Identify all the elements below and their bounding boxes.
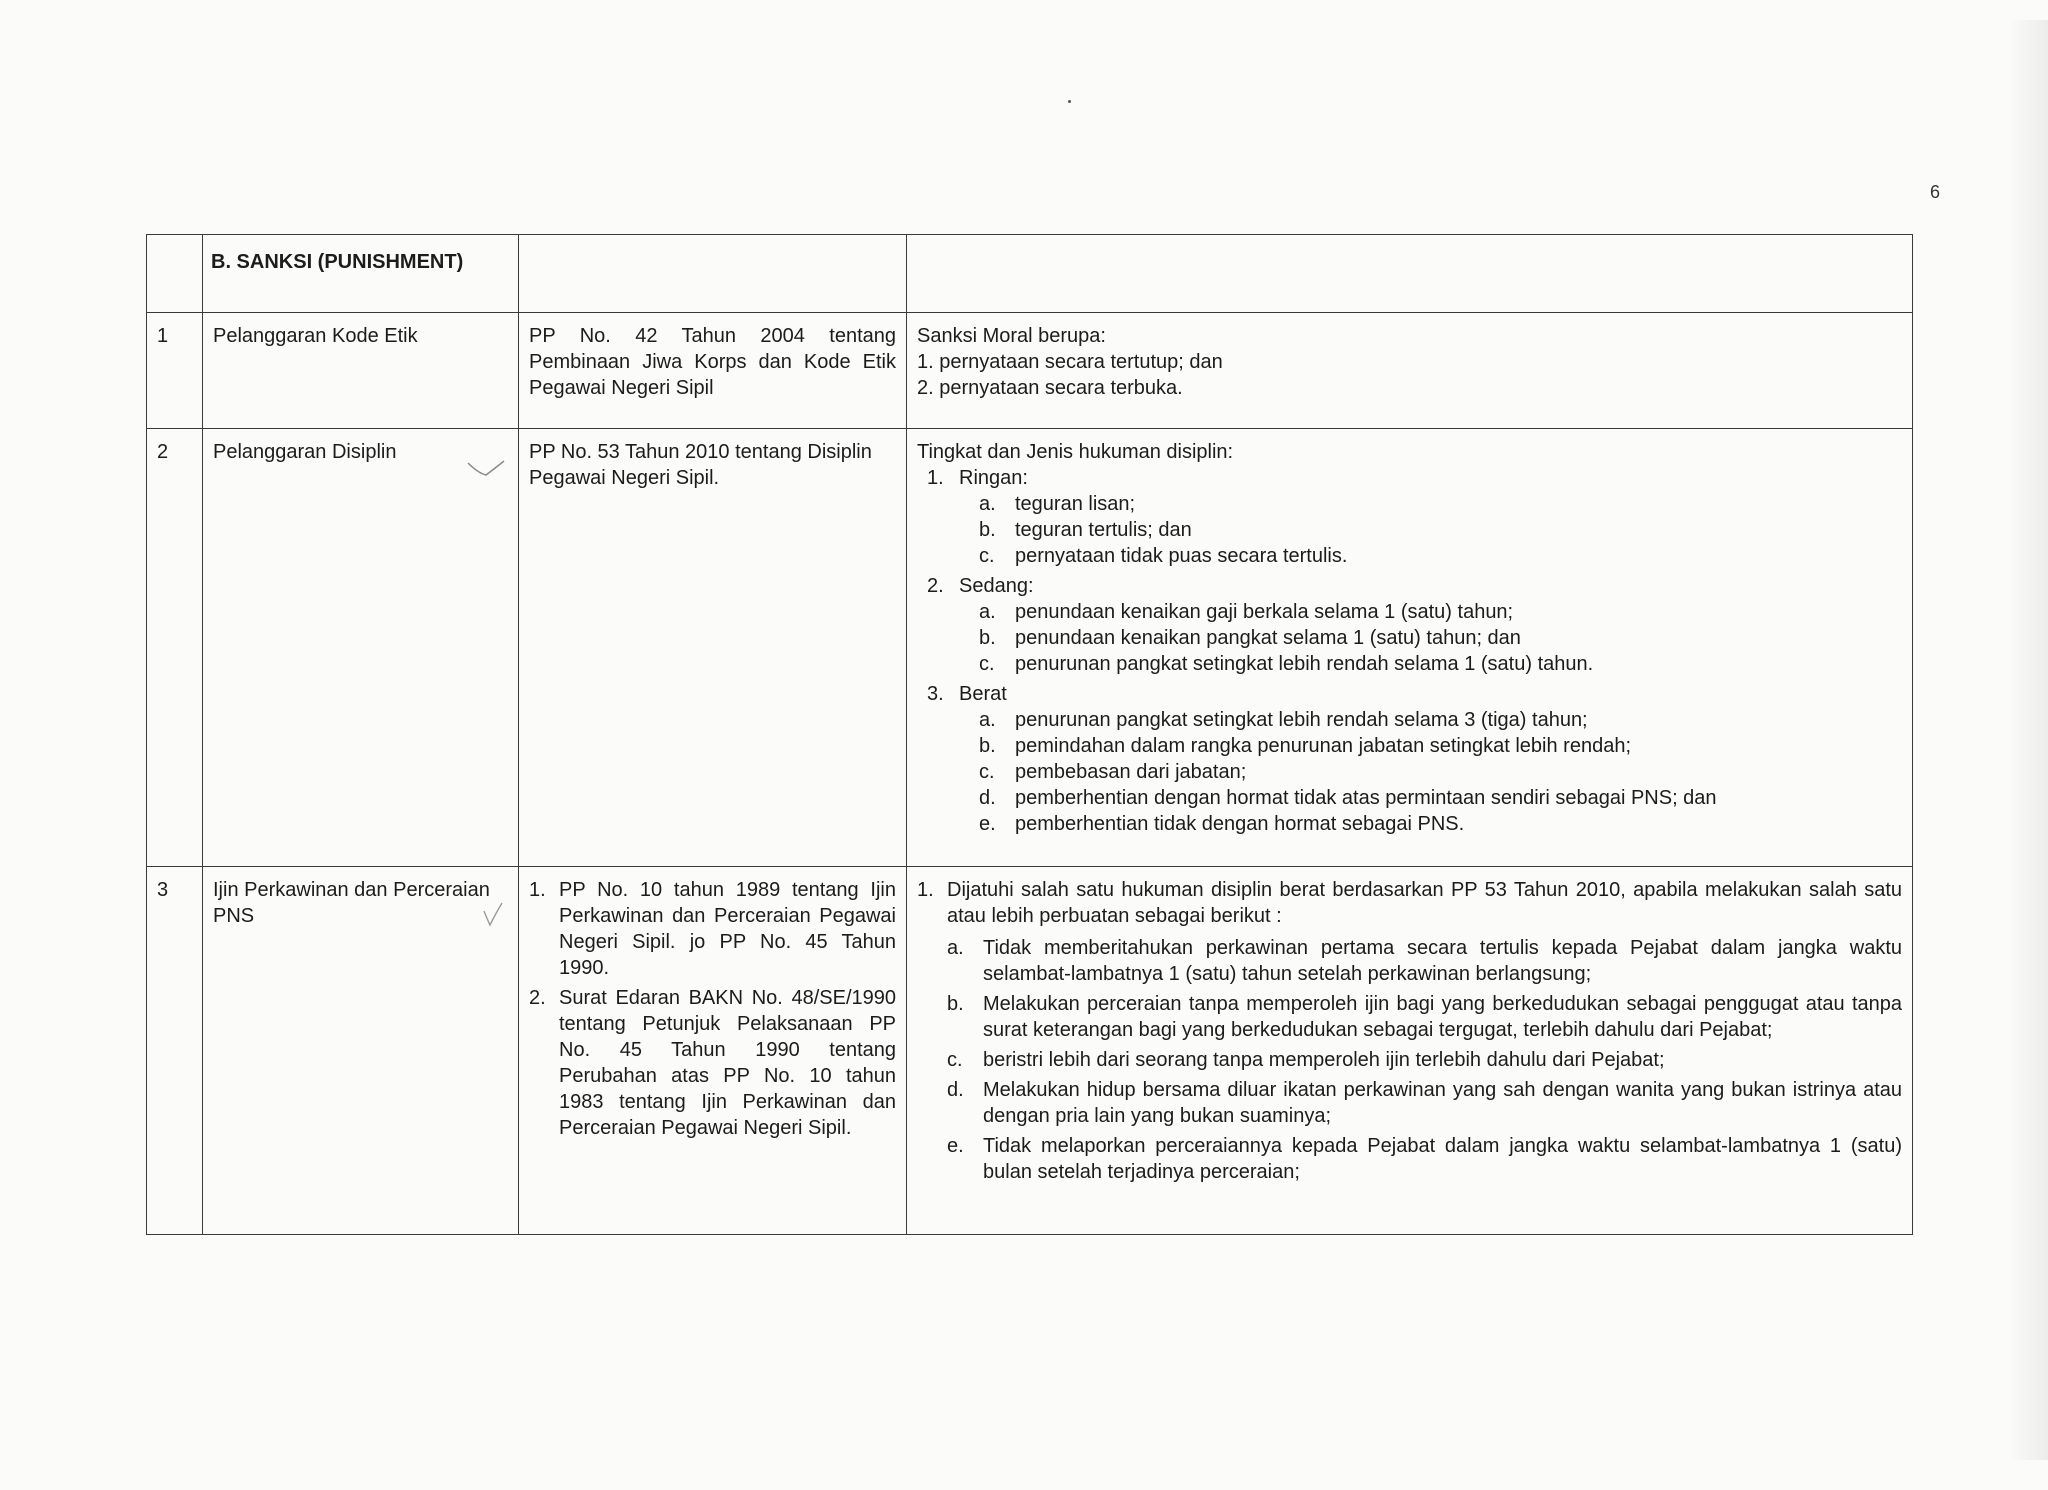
sanctions-table	[146, 234, 1913, 1235]
item-text: penundaan kenaikan pangkat selama 1 (satu) tahun; dan	[1015, 627, 1521, 649]
item-marker: 1.	[917, 351, 934, 373]
row-sanction	[907, 867, 1913, 1235]
list-item	[979, 759, 1902, 785]
item-marker: d.	[979, 787, 996, 809]
item-text: Melakukan hidup bersama diluar ikatan perkawinan yang sah dengan wanita yang bukan istrinya atau dengan pria lain yang bukan suaminya;	[983, 1079, 1902, 1127]
list-item	[979, 707, 1902, 733]
header-basis-cell	[519, 235, 907, 313]
row-sanction	[907, 429, 1913, 867]
section-title: B. SANKSI (PUNISHMENT)	[203, 235, 519, 313]
item-marker: c.	[979, 545, 995, 567]
scan-dot	[1068, 100, 1071, 103]
level-label: Sedang:	[959, 575, 1034, 597]
pencil-check-icon	[482, 901, 504, 927]
item-text: PP No. 10 tahun 1989 tentang Ijin Perkawinan dan Perceraian Pegawai Negeri Sipil. jo PP No. 45 Tahun 1990.	[559, 879, 896, 979]
header-no-cell	[147, 235, 203, 313]
item-marker: 2.	[917, 377, 934, 399]
list-item	[947, 991, 1902, 1043]
section-header-row	[147, 235, 1913, 313]
row-number: 2	[147, 429, 203, 867]
item-marker: a.	[979, 601, 996, 623]
list-item	[947, 1133, 1902, 1185]
item-text: teguran tertulis; dan	[1015, 519, 1192, 541]
basis-list	[529, 877, 896, 1141]
item-text: Melakukan perceraian tanpa memperoleh ijin bagi yang berkedudukan sebagai penggugat atau tanpa surat keterangan bagi yang berkedudukan sebagai tergugat, terlebih dahulu dari Pejabat;	[983, 993, 1902, 1041]
item-text: pernyataan secara tertutup; dan	[939, 351, 1223, 373]
sanction-intro: Sanksi Moral berupa:	[917, 325, 1106, 347]
list-item	[947, 1077, 1902, 1129]
sanction-item	[917, 349, 1902, 375]
row-number: 3	[147, 867, 203, 1235]
item-marker: a.	[947, 937, 964, 959]
list-item	[979, 733, 1902, 759]
list-item	[979, 651, 1902, 677]
item-marker: b.	[979, 519, 996, 541]
discipline-levels	[917, 465, 1902, 837]
item-text: Tidak memberitahukan perkawinan pertama secara tertulis kepada Pejabat dalam jangka waktu selambat-lambatnya 1 (satu) tahun setelah perkawinan berlangsung;	[983, 937, 1902, 985]
item-marker: 2.	[529, 987, 546, 1009]
level-label: Berat	[959, 683, 1007, 705]
item-text: pernyataan secara terbuka.	[939, 377, 1183, 399]
row-basis: PP No. 53 Tahun 2010 tentang Disiplin Pegawai Negeri Sipil.	[519, 429, 907, 867]
item-marker: b.	[947, 993, 964, 1015]
item-text: penurunan pangkat setingkat lebih rendah selama 1 (satu) tahun.	[1015, 653, 1594, 675]
item-marker: d.	[947, 1079, 964, 1101]
list-item	[947, 1047, 1902, 1073]
level-marker: 2.	[927, 575, 944, 597]
list-item	[529, 877, 896, 981]
item-text: penundaan kenaikan gaji berkala selama 1 (satu) tahun;	[1015, 601, 1514, 623]
item-text: beristri lebih dari seorang tanpa memperoleh ijin terlebih dahulu dari Pejabat;	[983, 1049, 1665, 1071]
item-text: penurunan pangkat setingkat lebih rendah selama 3 (tiga) tahun;	[1015, 709, 1588, 731]
list-item	[979, 517, 1902, 543]
level-light	[927, 465, 1902, 569]
row-category: Pelanggaran Kode Etik	[203, 313, 519, 429]
list-item	[529, 985, 896, 1141]
level-medium	[927, 573, 1902, 677]
item-marker: a.	[979, 709, 996, 731]
list-item	[979, 811, 1902, 837]
list-item	[979, 543, 1902, 569]
header-sanction-cell	[907, 235, 1913, 313]
scan-edge-shadow	[2008, 20, 2048, 1460]
item-marker: c.	[979, 653, 995, 675]
item-marker: 1.	[529, 879, 546, 901]
list-item	[979, 785, 1902, 811]
level-label: Ringan:	[959, 467, 1028, 489]
row-category-cell	[203, 429, 519, 867]
item-marker: e.	[947, 1135, 964, 1157]
page-number: 6	[1930, 182, 1941, 202]
item-text: pembebasan dari jabatan;	[1015, 761, 1247, 783]
row-basis: PP No. 42 Tahun 2004 tentang Pembinaan Jiwa Korps dan Kode Etik Pegawai Negeri Sipil	[519, 313, 907, 429]
item-marker: b.	[979, 735, 996, 757]
table-row	[147, 313, 1913, 429]
row-number: 1	[147, 313, 203, 429]
row-basis	[519, 867, 907, 1235]
item-text: pemberhentian dengan hormat tidak atas permintaan sendiri sebagai PNS; dan	[1015, 787, 1717, 809]
sanction-item	[917, 375, 1902, 401]
row-category-cell	[203, 867, 519, 1235]
level-marker: 3.	[927, 683, 944, 705]
item-text: teguran lisan;	[1015, 493, 1136, 515]
item-marker: c.	[947, 1049, 963, 1071]
list-item	[947, 935, 1902, 987]
item-text: pemindahan dalam rangka penurunan jabatan setingkat lebih rendah;	[1015, 735, 1632, 757]
sanction-intro: Dijatuhi salah satu hukuman disiplin berat berdasarkan PP 53 Tahun 2010, apabila melakukan salah satu atau lebih perbuatan sebagai berikut :	[947, 879, 1902, 927]
row-category: Ijin Perkawinan dan Perceraian PNS	[213, 879, 490, 927]
item-marker: e.	[979, 813, 996, 835]
item-marker: b.	[979, 627, 996, 649]
level-heavy	[927, 681, 1902, 837]
item-marker: c.	[979, 761, 995, 783]
list-item	[979, 491, 1902, 517]
list-item	[979, 599, 1902, 625]
row-sanction	[907, 313, 1913, 429]
item-text: pernyataan tidak puas secara tertulis.	[1015, 545, 1348, 567]
item-text: pemberhentian tidak dengan hormat sebagai PNS.	[1015, 813, 1465, 835]
pencil-check-icon	[466, 459, 506, 477]
level-marker: 1.	[927, 467, 944, 489]
item-marker: a.	[979, 493, 996, 515]
sanction-intro: Tingkat dan Jenis hukuman disiplin:	[917, 441, 1234, 463]
row-category: Pelanggaran Disiplin	[213, 441, 397, 463]
list-item	[979, 625, 1902, 651]
item-text: Tidak melaporkan perceraiannya kepada Pejabat dalam jangka waktu selambat-lambatnya 1 (satu) bulan setelah terjadinya perceraian;	[983, 1135, 1902, 1183]
item-text: Surat Edaran BAKN No. 48/SE/1990 tentang Petunjuk Pelaksanaan PP No. 45 Tahun 1990 tentang Perubahan atas PP No. 10 tahun 1983 tentang Ijin Perkawinan dan Perceraian Pegawai Negeri Sipil.	[559, 987, 896, 1139]
item-marker: 1.	[917, 879, 934, 901]
table-row	[147, 867, 1913, 1235]
table-row	[147, 429, 1913, 867]
